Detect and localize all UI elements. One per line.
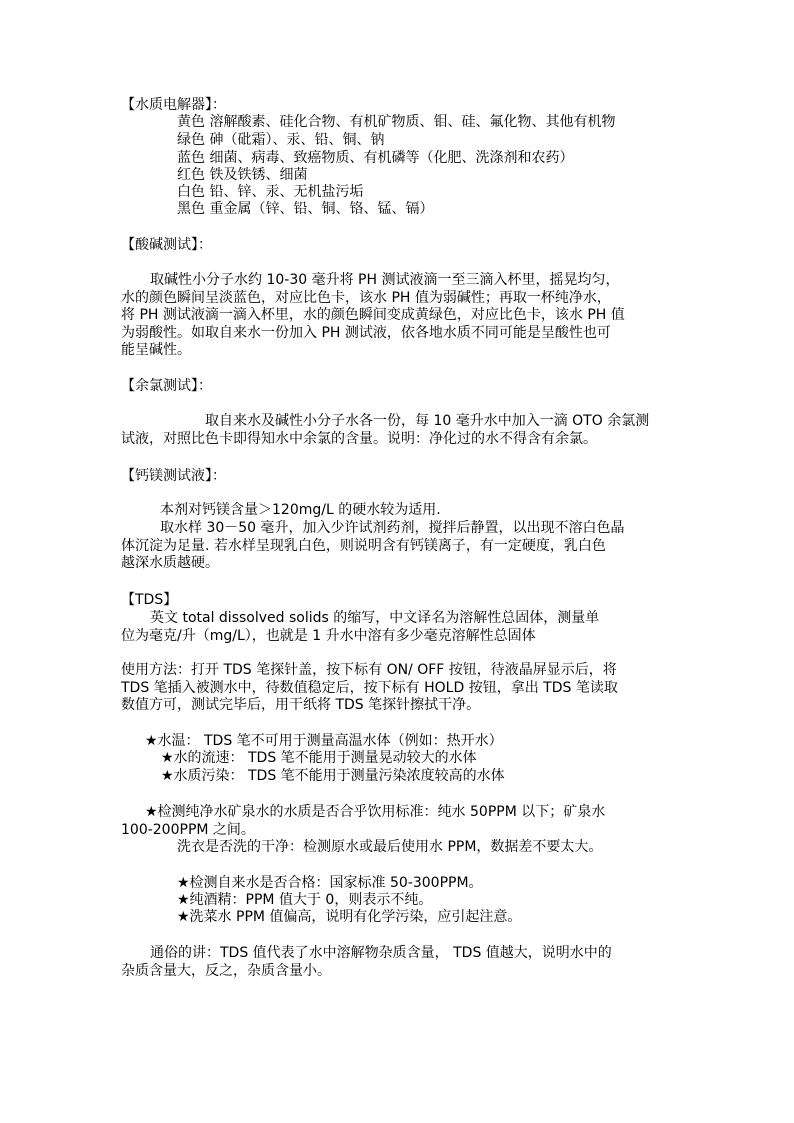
electrolyzer-item-black: 黑色 重金属（锌、铅、铜、铬、锰、镉） bbox=[177, 201, 434, 217]
electrolyzer-item-blue: 蓝色 细菌、病毒、致癌物质、有机磷等（化肥、洗涤剂和农药） bbox=[177, 150, 574, 166]
tds-intro-line-2: 位为毫克/升（mg/L），也就是 1 升水中溶有多少毫克溶解性总固体 bbox=[121, 628, 536, 644]
electrolyzer-item-red: 红色 铁及铁锈、细菌 bbox=[177, 167, 308, 183]
chlorine-line-1: 取自来水及碱性小分子水各一份，每 10 毫升水中加入一滴 OTO 余氯测 bbox=[205, 413, 650, 429]
electrolyzer-item-white: 白色 铅、锌、汞、无机盐污垢 bbox=[177, 184, 364, 200]
tds-intro-line-1: 英文 total dissolved solids 的缩写，中文译名为溶解性总固体，测量单 bbox=[150, 610, 600, 626]
tds-usage-line-1: 使用方法：打开 TDS 笔探针盖，按下标有 ON/ OFF 按钮，待液晶屏显示后，将 bbox=[121, 662, 617, 678]
tds-note-pollution: ★水质污染： TDS 笔不能用于测量污染浓度较高的水体 bbox=[161, 768, 505, 784]
electrolyzer-item-green: 绿色 砷（砒霜）、汞、铅、铜、钠 bbox=[177, 132, 385, 148]
calcium-line-3: 体沉淀为足量. 若水样呈现乳白色，则说明含有钙镁离子，有一定硬度，乳白色 bbox=[121, 538, 606, 554]
acid-base-line-3: 将 PH 测试液滴一滴入杯里，水的颜色瞬间变成黄绿色，对应比色卡，该水 PH 值 bbox=[121, 307, 625, 323]
tds-standard-line-1: ★检测纯净水矿泉水的水质是否合乎饮用标准：纯水 50PPM 以下；矿泉水 bbox=[145, 804, 606, 820]
tds-summary-line-1: 通俗的讲：TDS 值代表了水中溶解物杂质含量， TDS 值越大，说明水中的 bbox=[150, 945, 612, 961]
tds-check-alcohol: ★纯酒精：PPM 值大于 0，则表示不纯。 bbox=[177, 892, 433, 908]
calcium-line-1: 本剂对钙镁含量＞120mg/L 的硬水较为适用. bbox=[160, 502, 441, 518]
tds-standard-line-2: 100-200PPM 之间。 bbox=[121, 822, 255, 838]
tds-note-water-temp: ★水温： TDS 笔不可用于测量高温水体（例如：热开水） bbox=[145, 733, 503, 749]
calcium-line-2: 取水样 30－50 毫升，加入少许试剂药剂，搅拌后静置，以出现不溶白色晶 bbox=[160, 520, 625, 536]
acid-base-line-2: 水的颜色瞬间呈淡蓝色，对应比色卡，该水 PH 值为弱碱性；再取一杯纯净水， bbox=[121, 290, 611, 306]
calcium-line-4: 越深水质越硬。 bbox=[121, 555, 219, 571]
tds-note-flow-rate: ★水的流速： TDS 笔不能用于测量晃动较大的水体 bbox=[161, 750, 477, 766]
tds-usage-line-2: TDS 笔插入被测水中，待数值稳定后，按下标有 HOLD 按钮，拿出 TDS 笔读取 bbox=[121, 680, 618, 696]
electrolyzer-heading: 【水质电解器】： bbox=[121, 97, 226, 113]
acid-base-line-5: 能呈碱性。 bbox=[121, 342, 191, 358]
tds-summary-line-2: 杂质含量大，反之，杂质含量小。 bbox=[121, 963, 331, 979]
acid-base-line-1: 取碱性小分子水约 10-30 毫升将 PH 测试液滴一至三滴入杯里，摇晃均匀， bbox=[150, 272, 620, 288]
acid-base-heading: 【酸碱测试】： bbox=[121, 237, 212, 253]
tds-heading: 【TDS】 bbox=[121, 592, 178, 608]
tds-usage-line-3: 数值方可，测试完毕后，用干纸将 TDS 笔探针擦拭干净。 bbox=[121, 697, 481, 713]
tds-standard-line-3: 洗衣是否洗的干净：检测原水或最后使用水 PPM，数据差不要太大。 bbox=[177, 839, 603, 855]
calcium-heading: 【钙镁测试液】： bbox=[121, 468, 226, 484]
chlorine-line-2: 试液，对照比色卡即得知水中余氯的含量。说明：净化过的水不得含有余氯。 bbox=[121, 431, 597, 447]
tds-check-tap-water: ★检测自来水是否合格：国家标准 50-300PPM。 bbox=[177, 875, 483, 891]
acid-base-line-4: 为弱酸性。如取自来水一份加入 PH 测试液，依各地水质不同可能是呈酸性也可 bbox=[121, 325, 611, 341]
tds-check-vegetable-water: ★洗菜水 PPM 值偏高，说明有化学污染，应引起注意。 bbox=[177, 909, 522, 925]
chlorine-heading: 【余氯测试】： bbox=[121, 378, 212, 394]
electrolyzer-item-yellow: 黄色 溶解酸素、硅化合物、有机矿物质、钼、硅、氟化物、其他有机物 bbox=[177, 114, 616, 130]
